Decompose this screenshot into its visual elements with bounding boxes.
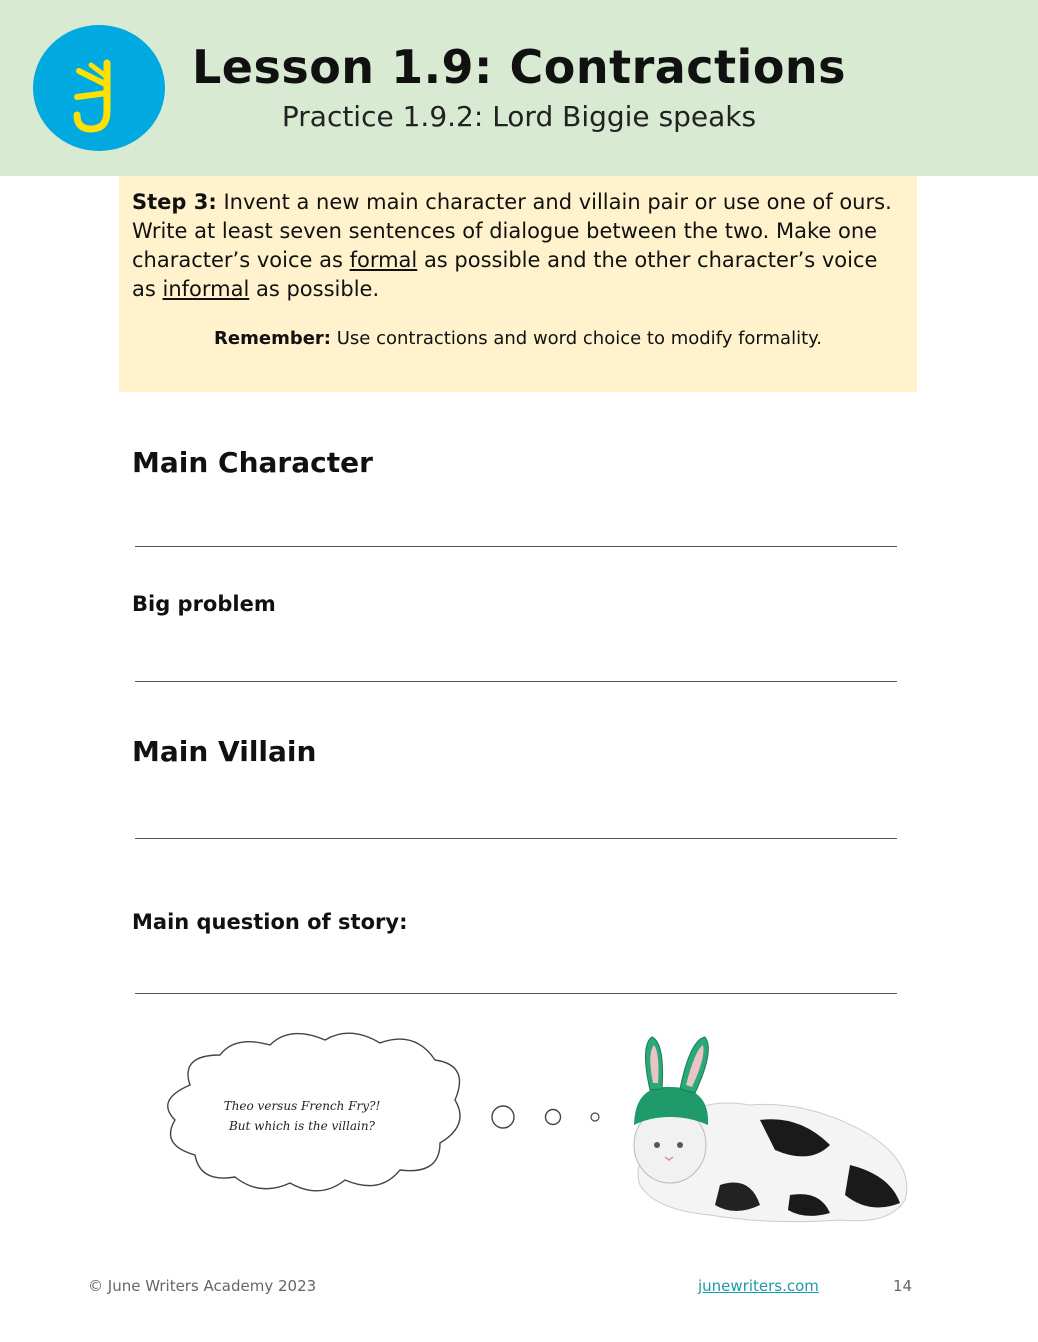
practice-subtitle: Practice 1.9.2: Lord Biggie speaks bbox=[281, 100, 757, 133]
thought-bubble-illustration bbox=[150, 1025, 920, 1235]
main-question-line[interactable] bbox=[135, 993, 897, 994]
footer-copyright: © June Writers Academy 2023 bbox=[88, 1277, 317, 1295]
formal-word: formal bbox=[349, 248, 418, 272]
thought-line-2: But which is the villain? bbox=[228, 1119, 376, 1133]
instructions-text-1: Invent a new main character and villain pair or use one of ours. Write at least seven sentences of dialogue between the two. Make one character’s voice as bbox=[132, 190, 892, 272]
thought-dot-small bbox=[591, 1113, 599, 1121]
lesson-title: Lesson 1.9: Contractions bbox=[191, 40, 847, 94]
main-character-line[interactable] bbox=[135, 546, 897, 547]
cat-in-bunny-hat-image bbox=[634, 1037, 907, 1222]
step-instructions bbox=[132, 188, 905, 304]
main-question-label: Main question of story: bbox=[132, 910, 408, 934]
thought-line-1: Theo versus French Fry?! bbox=[223, 1099, 381, 1113]
remember-text: Use contractions and word choice to modify formality. bbox=[331, 328, 822, 349]
page-header bbox=[0, 0, 1038, 176]
page-number: 14 bbox=[893, 1277, 913, 1295]
instructions-box bbox=[119, 176, 917, 392]
big-problem-line[interactable] bbox=[135, 681, 897, 682]
instructions-text-2: as possible and the other character’s voice as bbox=[132, 248, 878, 301]
thought-dot-large bbox=[492, 1106, 514, 1128]
main-villain-label: Main Villain bbox=[132, 735, 317, 768]
informal-word: informal bbox=[162, 277, 250, 301]
instructions-text-3: as possible. bbox=[249, 277, 380, 301]
main-villain-line[interactable] bbox=[135, 838, 897, 839]
footer-website-link[interactable]: junewriters.com bbox=[698, 1277, 819, 1295]
step-label: Step 3: bbox=[132, 190, 217, 214]
remember-note bbox=[119, 328, 917, 349]
remember-label: Remember: bbox=[214, 328, 331, 349]
thought-dot-medium bbox=[546, 1110, 561, 1125]
big-problem-label: Big problem bbox=[132, 592, 276, 616]
main-character-label: Main Character bbox=[132, 446, 373, 479]
